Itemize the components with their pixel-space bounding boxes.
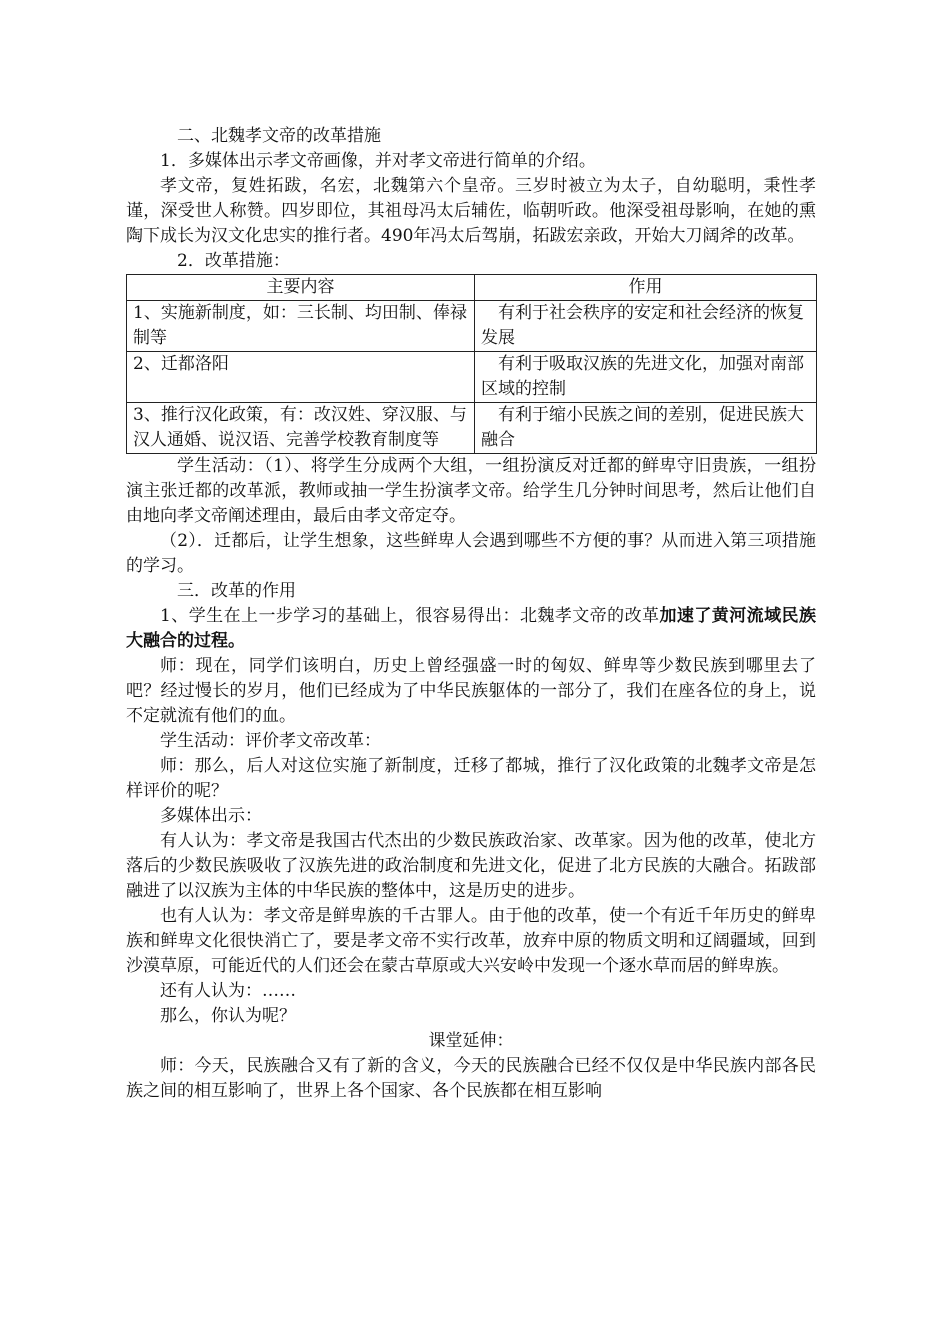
row-2-content: 2、迁都洛阳 (127, 352, 475, 403)
item-1-text: 1．多媒体出示孝文帝画像，并对孝文帝进行简单的介绍。 (160, 151, 596, 171)
section-3-heading: 三．改革的作用 (177, 581, 296, 601)
table-header-effect: 作用 (475, 275, 817, 301)
teacher-remark-2: 师：那么，后人对这位实施了新制度，迁移了都城，推行了汉化政策的北魏孝文帝是怎样评价的呢？ (126, 756, 816, 801)
closing-question: 那么，你认为呢？ (160, 1006, 296, 1026)
teacher-remark-1: 师：现在，同学们该明白，历史上曾经强盛一时的匈奴、鲜卑等少数民族到哪里去了吧？经过慢长的岁月，他们已经成为了中华民族躯体的一部分了，我们在座各位的身上，说不定就流有他们的血。 (126, 656, 816, 726)
section-2-heading: 二、北魏孝文帝的改革措施 (177, 126, 381, 146)
point-1-text: 1、学生在上一步学习的基础上，很容易得出：北魏孝文帝的改革 (160, 606, 660, 626)
media-display-label: 多媒体出示： (160, 806, 262, 826)
viewpoint-1: 有人认为：孝文帝是我国古代杰出的少数民族政治家、改革家。因为他的改革，使北方落后的少数民族吸收了汉族先进的政治制度和先进文化，促进了北方民族的大融合。拓跋部融进了以汉族为主体的中华民族的整体中，这是历史的进步。 (126, 831, 816, 901)
item-2-text: 2．改革措施： (177, 251, 290, 271)
viewpoint-3: 还有人认为：…… (160, 981, 296, 1001)
extension-teacher-remark: 师：今天，民族融合又有了新的含义，今天的民族融合已经不仅仅是中华民族内部各民族之间的相互影响了，世界上各个国家、各个民族都在相互影响 (126, 1056, 816, 1101)
point-1-emphasis: 加速了黄河流域民族大融合的过程。 (126, 606, 816, 651)
table-row (127, 352, 817, 403)
table-row (127, 403, 817, 454)
table-row (127, 301, 817, 352)
row-1-effect: 有利于社会秩序的安定和社会经济的恢复发展 (475, 301, 817, 352)
document-page (126, 124, 816, 1104)
viewpoint-2: 也有人认为：孝文帝是鲜卑族的千古罪人。由于他的改革，使一个有近千年历史的鲜卑族和鲜卑文化很快消亡了，要是孝文帝不实行改革，放弃中原的物质文明和辽阔疆域，回到沙漠草原，可能近代的人们还会在蒙古草原或大兴安岭中发现一个逐水草而居的鲜卑族。 (126, 906, 816, 976)
row-2-effect: 有利于吸取汉族的先进文化，加强对南部区域的控制 (475, 352, 817, 403)
student-activity-2: （2）．迁都后，让学生想象，这些鲜卑人会遇到哪些不方便的事？从而进入第三项措施的学习。 (126, 531, 816, 576)
section-3-point-1 (126, 604, 816, 654)
extension-heading: 课堂延伸： (428, 1031, 514, 1051)
row-1-content: 1、实施新制度，如：三长制、均田制、俸禄制等 (127, 301, 475, 352)
table-header-row (127, 275, 817, 301)
row-3-effect: 有利于缩小民族之间的差别，促进民族大融合 (475, 403, 817, 454)
row-3-content: 3、推行汉化政策，有：改汉姓、穿汉服、与汉人通婚、说汉语、完善学校教育制度等 (127, 403, 475, 454)
emperor-intro-paragraph: 孝文帝，复姓拓跋，名宏，北魏第六个皇帝。三岁时被立为太子，自幼聪明，秉性孝谨，深受世人称赞。四岁即位，其祖母冯太后辅佐，临朝听政。他深受祖母影响，在她的熏陶下成长为汉文化忠实的推行者。490年冯太后驾崩，拓跋宏亲政，开始大刀阔斧的改革。 (126, 176, 816, 246)
reform-measures-table (126, 274, 817, 454)
student-activity-3: 学生活动：评价孝文帝改革： (160, 731, 381, 751)
table-header-content: 主要内容 (127, 275, 475, 301)
student-activity-1: 学生活动：（1）、将学生分成两个大组，一组扮演反对迁都的鲜卑守旧贵族，一组扮演主张迁都的改革派，教师或抽一学生扮演孝文帝。给学生几分钟时间思考，然后让他们自由地向孝文帝阐述理由，最后由孝文帝定夺。 (126, 456, 816, 526)
